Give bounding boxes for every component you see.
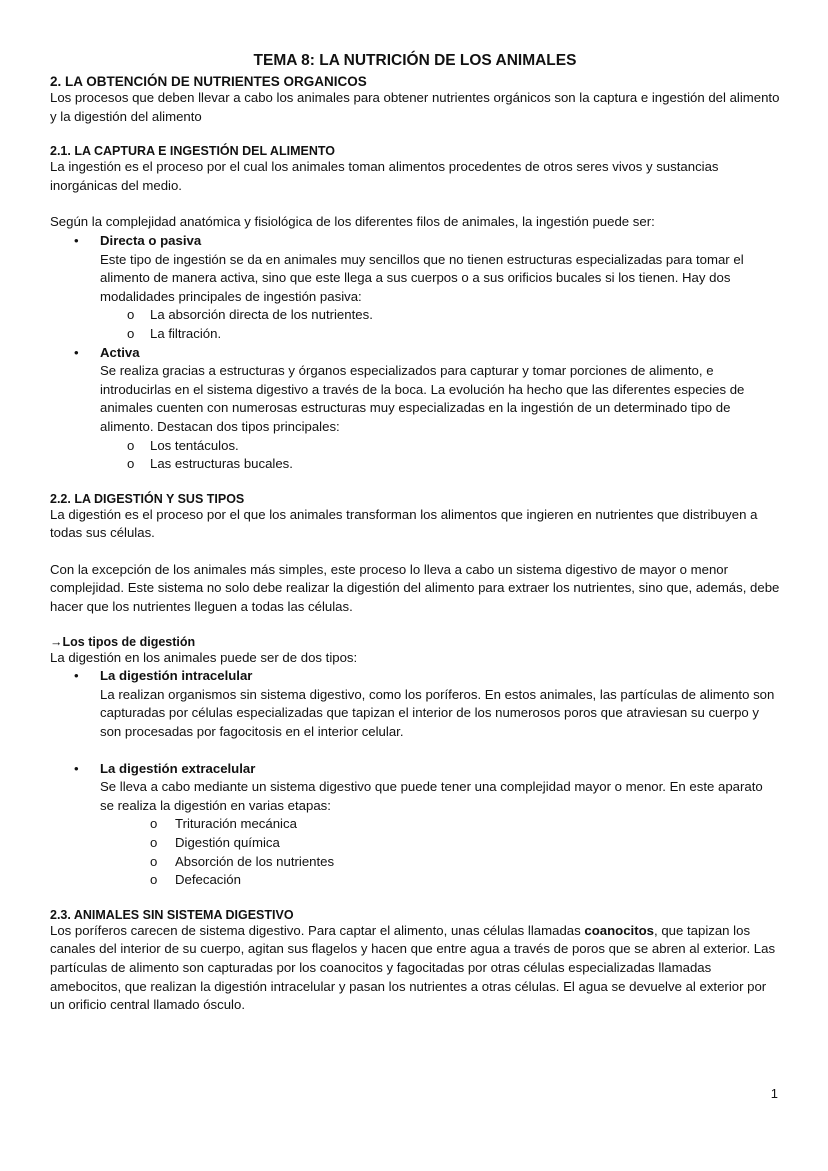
circle-bullet-icon: o [127,325,135,341]
types-heading [50,635,780,649]
list-item [50,834,780,853]
bullet-title: La digestión intracelular [100,668,253,684]
digestion-types-list [50,667,780,741]
types-intro: La digestión en los animales puede ser de dos tipos: [50,649,358,665]
list-item [50,455,780,474]
circle-bullet-icon: o [150,853,158,869]
bullet-text: Se lleva a cabo mediante un sistema digestivo que puede tener una complejidad mayor o menor. En este aparato se realiza la digestión en varias etapas: [100,779,763,813]
bullet-title: La digestión extracelular [100,760,256,776]
page-title: TEMA 8: LA NUTRICIÓN DE LOS ANIMALES [253,52,577,69]
list-item [50,815,780,834]
bullet-title: Directa o pasiva [100,232,202,248]
list-item [50,344,780,437]
section-2-1-p2: Según la complejidad anatómica y fisiológica de los diferentes filos de animales, la ingestión puede ser: [50,214,655,230]
section-2-2-p1: La digestión es el proceso por el que los animales transforman los alimentos que ingieren en nutrientes que distribuyen a todas sus células. [50,506,758,541]
sub-item-text: La absorción directa de los nutrientes. [150,307,373,323]
circle-bullet-icon: o [150,816,158,832]
text-span: , que tapizan los canales del interior de su cuerpo, agitan sus flagelos y hacen que entre agua a través de poros que se abren al exterior. Las partículas de alimento son capturadas por los coanocitos y fagocitadas por otras células especializadas llamadas amebocitos, que realizan la digestión intracelular y pasan los nutrientes a otras células. El agua se devuelve al exterior por un orificio central llamado ósculo. [50,922,776,1013]
list-item [50,667,780,741]
circle-bullet-icon: o [127,437,135,453]
section-2-1-p1: La ingestión es el proceso por el cual los animales toman alimentos procedentes de otros seres vivos y sustancias inorgánicas del medio. [50,159,719,193]
circle-bullet-icon: o [127,456,135,472]
circle-bullet-icon: o [127,307,135,323]
bullet-icon: • [74,232,79,248]
section-2-heading: 2. LA OBTENCIÓN DE NUTRIENTES ORGANICOS [50,74,367,89]
sub-item-text: Trituración mecánica [175,816,297,832]
sub-item-text: Absorción de los nutrientes [175,853,335,869]
list-item [50,325,780,344]
section-2-3-text [50,922,780,1015]
section-2-2-p2: Con la excepción de los animales más simples, este proceso lo lleva a cabo un sistema digestivo de mayor o menor complejidad. Este sistema no solo debe realizar la digestión del alimento para extraer los nutrientes, sino que, además, debe hacer que los nutrientes lleguen a todas las células. [50,561,780,615]
arrow-icon: → [50,634,63,649]
bold-term: coanocitos [584,922,654,938]
circle-bullet-icon: o [150,835,158,850]
bullet-text: Este tipo de ingestión se da en animales muy sencillos que no tienen estructuras especializadas para tomar el alimento de manera activa, sino que este llega a sus cuerpos o a sus orificios bucales si los tienen. Hay dos modalidades principales de ingestión pasiva: [100,251,744,304]
list-item [50,853,780,872]
bullet-icon: • [74,668,79,684]
list-item [50,232,780,306]
sub-item-text: Los tentáculos. [150,437,239,453]
sub-item-text: La filtración. [150,325,222,341]
circle-bullet-icon: o [150,872,158,888]
digestion-types-list-2 [50,760,780,890]
bullet-icon: • [74,344,79,360]
bullet-icon: • [74,760,79,776]
sub-item-text: Digestión química [175,835,280,850]
list-item [50,871,780,890]
section-2-1-heading: 2.1. LA CAPTURA E INGESTIÓN DEL ALIMENTO [50,144,335,159]
sub-item-text: Las estructuras bucales. [150,456,293,472]
types-heading-text: Los tipos de digestión [62,634,196,649]
text-span: Los poríferos carecen de sistema digestivo. Para captar el alimento, unas células llamadas [50,922,585,938]
page-number: 1 [770,1086,778,1101]
bullet-text: Se realiza gracias a estructuras y órganos especializados para capturar y tomar porciones de alimento, e introducirlas en el sistema digestivo a través de la boca. La evolución ha hecho que las diferentes especies de animales cuenten con numerosas estructuras muy especializadas en la ingestión de un determinado tipo de alimento. Destacan dos tipos principales: [100,363,745,434]
list-item [50,760,780,816]
ingestion-list [50,232,780,474]
sub-item-text: Defecación [175,872,241,888]
section-2-3-heading: 2.3. ANIMALES SIN SISTEMA DIGESTIVO [50,907,294,922]
section-2-2-heading: 2.2. LA DIGESTIÓN Y SUS TIPOS [50,491,245,506]
list-item [50,437,780,456]
list-item [50,306,780,325]
bullet-title: Activa [100,344,140,360]
section-2-text: Los procesos que deben llevar a cabo los animales para obtener nutrientes orgánicos son la captura e ingestión del alimento y la digestión del alimento [50,90,780,124]
bullet-text: La realizan organismos sin sistema digestivo, como los poríferos. En estos animales, las partículas de alimento son capturadas por células especializadas que tapizan el interior de los numerosos poros que atraviesan su cuerpo y son procesadas por fagocitosis en el interior celular. [100,686,775,740]
